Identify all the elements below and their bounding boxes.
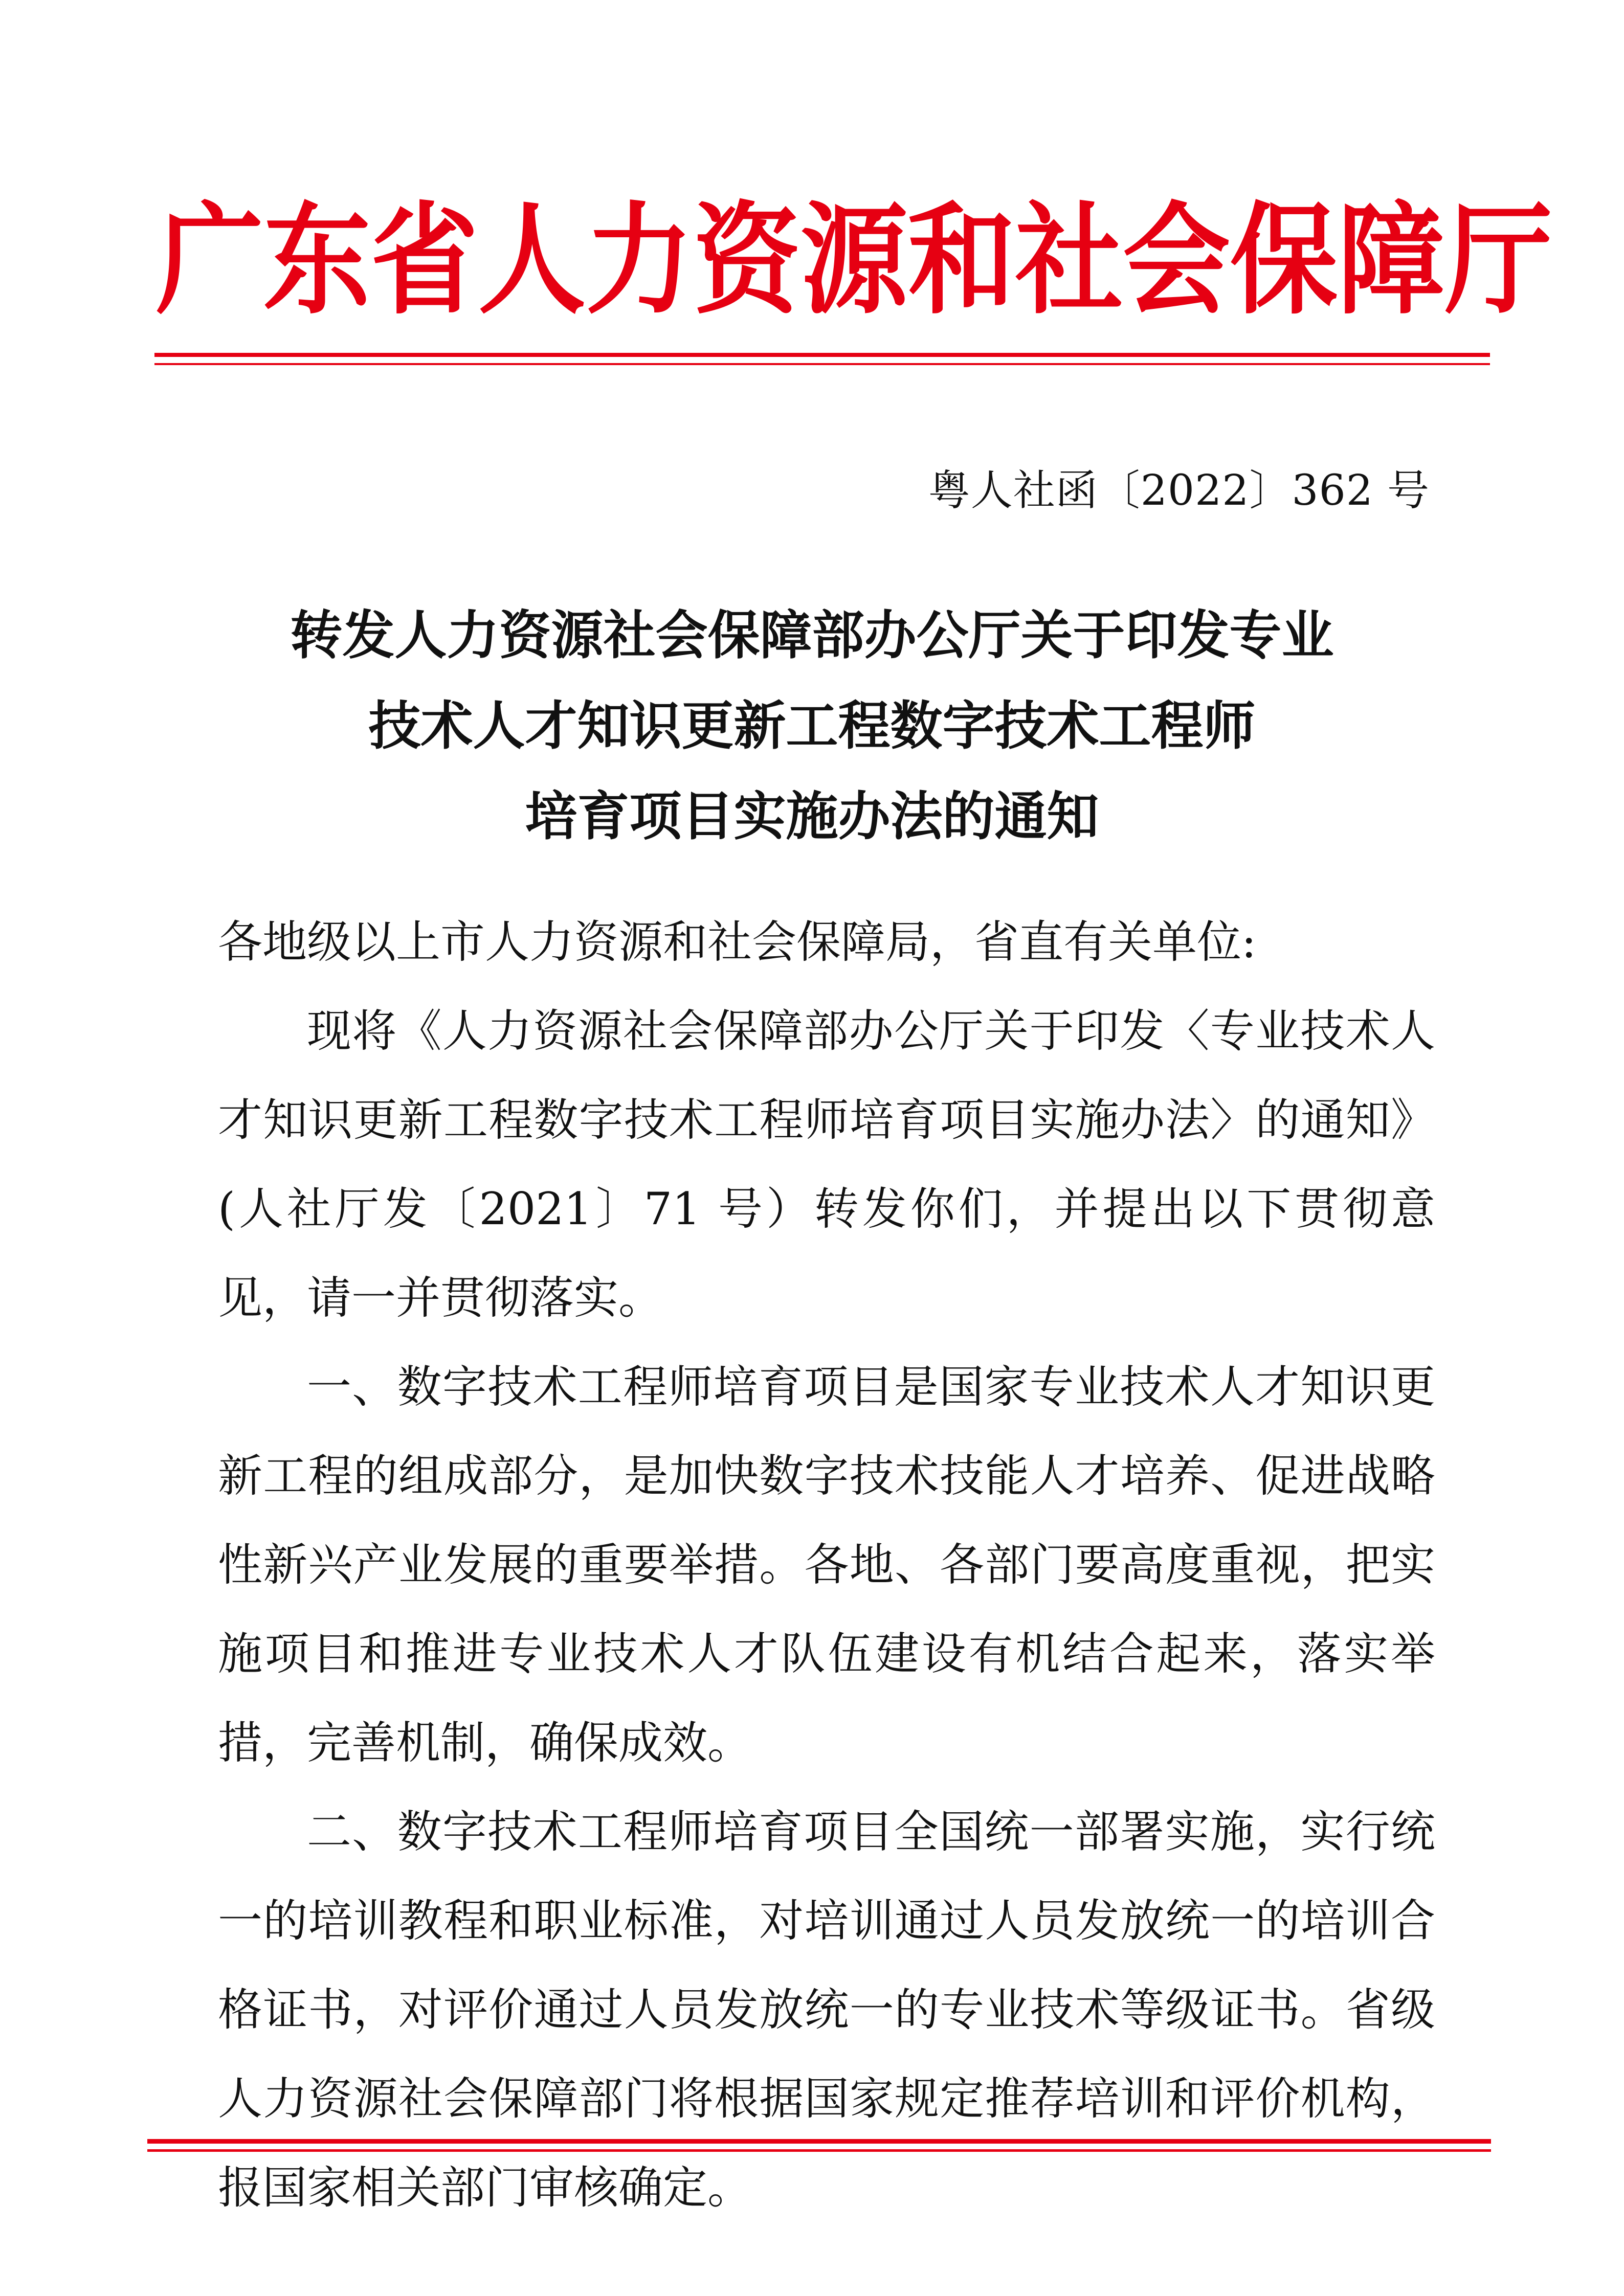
document-title-line-1: 转发人力资源社会保障部办公厅关于印发专业 — [290, 605, 1334, 666]
header-red-rule-thin — [154, 363, 1490, 365]
document-number: 粤人社函〔2022〕362 号 — [928, 466, 1430, 515]
body-paragraph-intro: 现将《人力资源社会保障部办公厅关于印发〈专业技术人才知识更新工程数字技术工程师培育项目实施办法〉的通知》(人社厅发〔2021〕71 号）转发你们，并提出以下贯彻意见，请一并贯彻落实。 — [218, 1005, 1435, 1324]
document-title-line-2: 技术人才知识更新工程数字技术工程师 — [368, 696, 1256, 757]
body-paragraph-1: 一、数字技术工程师培育项目是国家专业技术人才知识更新工程的组成部分，是加快数字技术技能人才培养、促进战略性新兴产业发展的重要举措。各地、各部门要高度重视，把实施项目和推进专业技术人才队伍建设有机结合起来，落实举措，完善机制，确保成效。 — [218, 1361, 1435, 1769]
body-paragraph-2: 二、数字技术工程师培育项目全国统一部署实施，实行统一的培训教程和职业标准，对培训通过人员发放统一的培训合格证书，对评价通过人员发放统一的专业技术等级证书。省级人力资源社会保障部门将根据国家规定推荐培训和评价机构，报国家相关部门审核确定。 — [218, 1806, 1435, 2214]
footer-red-rule-thin — [147, 2149, 1491, 2152]
header-red-rule-thick — [154, 353, 1490, 357]
document-title-line-3: 培育项目实施办法的通知 — [525, 786, 1099, 847]
document-body — [218, 897, 1435, 2232]
document-title — [153, 591, 1471, 862]
footer-red-rule-thick — [147, 2139, 1491, 2144]
addressee-line: 各地级以上市人力资源和社会保障局，省直有关单位: — [218, 916, 1257, 968]
issuing-authority-header: 广东省人力资源和社会保障厅 — [156, 190, 1553, 331]
